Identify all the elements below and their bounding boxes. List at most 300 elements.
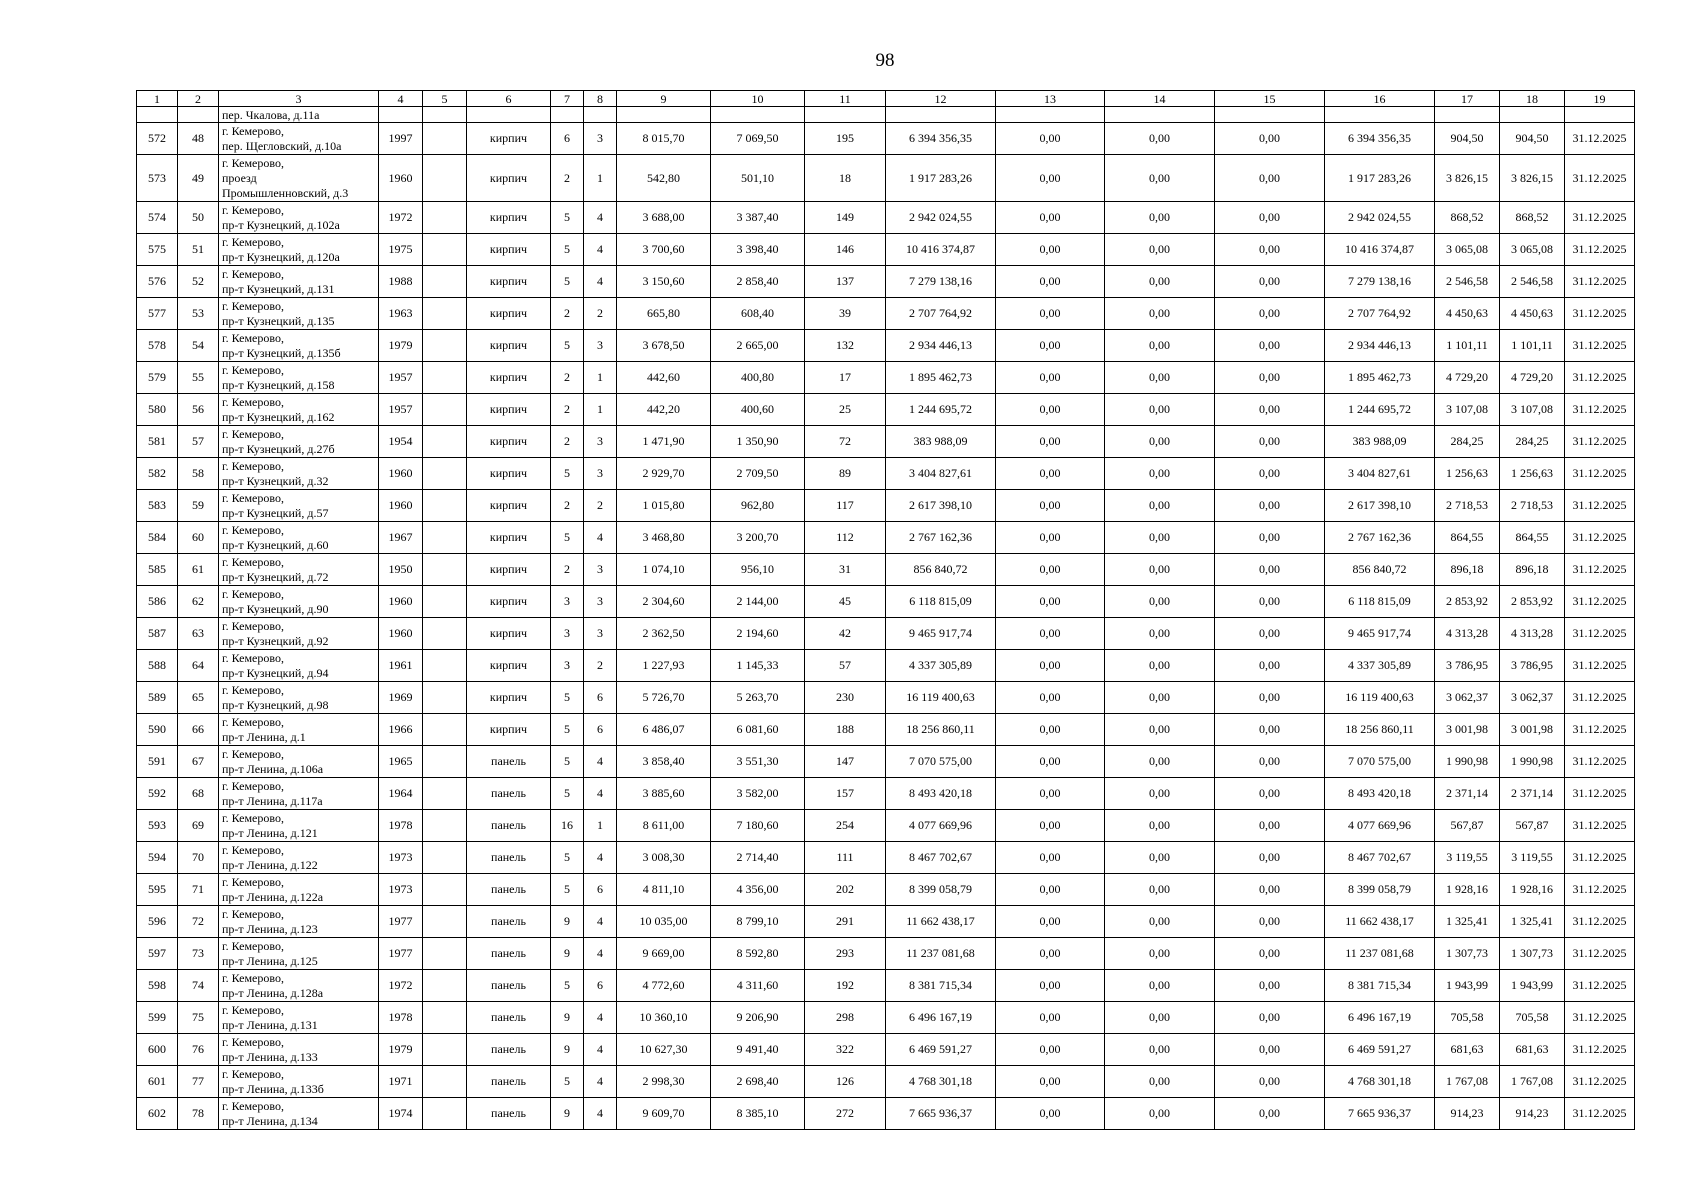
cell-col16: 8 381 715,34 <box>1325 970 1435 1002</box>
address-line: г. Кемерово, <box>222 778 284 793</box>
address-line: г. Кемерово, <box>222 746 284 761</box>
cell-col16: 4 768 301,18 <box>1325 1066 1435 1098</box>
cell-deadline: 31.12.2025 <box>1565 1034 1635 1066</box>
cell-row-number: 575 <box>137 234 178 266</box>
cell-residential-area: 2 709,50 <box>711 458 805 490</box>
cell-empty <box>584 107 617 123</box>
cell-col16: 16 119 400,63 <box>1325 682 1435 714</box>
cell-col13: 0,00 <box>996 1066 1105 1098</box>
address-line: г. Кемерово, <box>222 682 284 697</box>
cell-col18: 1 101,11 <box>1500 330 1565 362</box>
address-line: пр-т Кузнецкий, д.120а <box>222 249 340 264</box>
cell-empty <box>711 107 805 123</box>
cell-row-number: 601 <box>137 1066 178 1098</box>
cell-total-cost: 4 337 305,89 <box>886 650 996 682</box>
cell-year: 1979 <box>379 1034 423 1066</box>
cell-year: 1950 <box>379 554 423 586</box>
cell-col15: 0,00 <box>1215 938 1325 970</box>
address-line: пр-т Кузнецкий, д.72 <box>222 569 329 584</box>
cell-col17: 904,50 <box>1435 123 1500 155</box>
cell-col18: 4 729,20 <box>1500 362 1565 394</box>
table-row <box>137 938 1635 970</box>
cell-total-area: 10 360,10 <box>617 1002 711 1034</box>
cell-empty <box>1565 107 1635 123</box>
table-row <box>137 394 1635 426</box>
cell-year: 1977 <box>379 938 423 970</box>
cell-total-cost: 9 465 917,74 <box>886 618 996 650</box>
column-header: 4 <box>379 91 423 107</box>
cell-total-cost: 6 496 167,19 <box>886 1002 996 1034</box>
cell-residents: 202 <box>805 874 886 906</box>
cell-empty <box>1435 107 1500 123</box>
cell-material: кирпич <box>467 682 551 714</box>
cell-col5 <box>423 746 467 778</box>
cell-col14: 0,00 <box>1105 522 1215 554</box>
cell-residents: 72 <box>805 426 886 458</box>
address-line: пр-т Кузнецкий, д.135б <box>222 345 341 360</box>
cell-deadline: 31.12.2025 <box>1565 458 1635 490</box>
cell-col18: 2 853,92 <box>1500 586 1565 618</box>
address-line: проезд <box>222 170 257 185</box>
cell-year: 1963 <box>379 298 423 330</box>
cell-residents: 126 <box>805 1066 886 1098</box>
table-row <box>137 362 1635 394</box>
cell-deadline: 31.12.2025 <box>1565 298 1635 330</box>
cell-total-cost: 4 077 669,96 <box>886 810 996 842</box>
cell-empty <box>886 107 996 123</box>
address-line: пр-т Кузнецкий, д.32 <box>222 473 329 488</box>
cell-total-area: 10 627,30 <box>617 1034 711 1066</box>
cell-address <box>219 1098 379 1130</box>
cell-col18: 864,55 <box>1500 522 1565 554</box>
cell-year: 1979 <box>379 330 423 362</box>
cell-entrances: 4 <box>584 234 617 266</box>
cell-total-area: 4 811,10 <box>617 874 711 906</box>
cell-entrances: 4 <box>584 266 617 298</box>
cell-material: панель <box>467 746 551 778</box>
address-line: Промышленновский, д.3 <box>222 185 349 200</box>
cell-floors: 5 <box>551 1066 584 1098</box>
cell-floors: 9 <box>551 1034 584 1066</box>
cell-col13: 0,00 <box>996 155 1105 202</box>
cell-residents: 39 <box>805 298 886 330</box>
address-line: г. Кемерово, <box>222 394 284 409</box>
cell-entrances: 4 <box>584 1002 617 1034</box>
cell-col15: 0,00 <box>1215 618 1325 650</box>
cell-empty <box>617 107 711 123</box>
column-header: 3 <box>219 91 379 107</box>
cell-residential-area: 9 206,90 <box>711 1002 805 1034</box>
cell-residential-area: 3 398,40 <box>711 234 805 266</box>
column-header: 2 <box>178 91 219 107</box>
cell-year: 1960 <box>379 155 423 202</box>
cell-deadline: 31.12.2025 <box>1565 874 1635 906</box>
cell-empty <box>805 107 886 123</box>
cell-total-cost: 4 768 301,18 <box>886 1066 996 1098</box>
column-header: 14 <box>1105 91 1215 107</box>
cell-entrances: 2 <box>584 650 617 682</box>
cell-empty <box>379 107 423 123</box>
cell-total-cost: 2 707 764,92 <box>886 298 996 330</box>
cell-col5 <box>423 298 467 330</box>
cell-total-cost: 16 119 400,63 <box>886 682 996 714</box>
cell-col13: 0,00 <box>996 618 1105 650</box>
cell-col13: 0,00 <box>996 266 1105 298</box>
cell-col5 <box>423 1066 467 1098</box>
cell-address <box>219 842 379 874</box>
cell-col18: 567,87 <box>1500 810 1565 842</box>
cell-total-cost: 6 394 356,35 <box>886 123 996 155</box>
cell-residential-area: 8 799,10 <box>711 906 805 938</box>
cell-empty <box>1105 107 1215 123</box>
cell-col13: 0,00 <box>996 1098 1105 1130</box>
cell-col18: 3 826,15 <box>1500 155 1565 202</box>
address-line: г. Кемерово, <box>222 874 284 889</box>
column-header: 17 <box>1435 91 1500 107</box>
cell-col17: 3 107,08 <box>1435 394 1500 426</box>
cell-row-number: 584 <box>137 522 178 554</box>
cell-col15: 0,00 <box>1215 426 1325 458</box>
cell-address <box>219 682 379 714</box>
cell-col14: 0,00 <box>1105 394 1215 426</box>
cell-col15: 0,00 <box>1215 554 1325 586</box>
cell-col17: 4 450,63 <box>1435 298 1500 330</box>
cell-col5 <box>423 362 467 394</box>
cell-floors: 2 <box>551 155 584 202</box>
address-line: пр-т Кузнецкий, д.27б <box>222 441 335 456</box>
cell-year: 1975 <box>379 234 423 266</box>
address-line: пр-т Ленина, д.131 <box>222 1017 318 1032</box>
cell-col15: 0,00 <box>1215 490 1325 522</box>
cell-total-area: 2 362,50 <box>617 618 711 650</box>
cell-entrances: 3 <box>584 426 617 458</box>
cell-index: 77 <box>178 1066 219 1098</box>
cell-col13: 0,00 <box>996 682 1105 714</box>
cell-material: панель <box>467 970 551 1002</box>
column-header: 9 <box>617 91 711 107</box>
cell-col16: 6 496 167,19 <box>1325 1002 1435 1034</box>
cell-index: 63 <box>178 618 219 650</box>
cell-col17: 1 990,98 <box>1435 746 1500 778</box>
cell-floors: 16 <box>551 810 584 842</box>
cell-col15: 0,00 <box>1215 778 1325 810</box>
cell-index: 68 <box>178 778 219 810</box>
address-line: г. Кемерово, <box>222 123 284 138</box>
cell-material: панель <box>467 778 551 810</box>
cell-entrances: 3 <box>584 586 617 618</box>
cell-index: 73 <box>178 938 219 970</box>
cell-total-cost: 8 399 058,79 <box>886 874 996 906</box>
cell-year: 1977 <box>379 906 423 938</box>
cell-total-cost: 6 118 815,09 <box>886 586 996 618</box>
cell-col17: 3 001,98 <box>1435 714 1500 746</box>
cell-row-number: 593 <box>137 810 178 842</box>
cell-address <box>219 650 379 682</box>
address-line: пр-т Кузнецкий, д.90 <box>222 601 329 616</box>
address-line: пр-т Ленина, д.1 <box>222 729 306 744</box>
cell-residential-area: 8 385,10 <box>711 1098 805 1130</box>
cell-col13: 0,00 <box>996 778 1105 810</box>
cell-col18: 705,58 <box>1500 1002 1565 1034</box>
cell-entrances: 6 <box>584 682 617 714</box>
cell-material: кирпич <box>467 394 551 426</box>
cell-residents: 254 <box>805 810 886 842</box>
cell-col16: 8 493 420,18 <box>1325 778 1435 810</box>
cell-floors: 3 <box>551 586 584 618</box>
cell-row-number: 597 <box>137 938 178 970</box>
cell-year: 1954 <box>379 426 423 458</box>
cell-col14: 0,00 <box>1105 746 1215 778</box>
column-header: 10 <box>711 91 805 107</box>
cell-col16: 8 399 058,79 <box>1325 874 1435 906</box>
cell-col13: 0,00 <box>996 938 1105 970</box>
cell-total-area: 1 074,10 <box>617 554 711 586</box>
cell-col17: 1 256,63 <box>1435 458 1500 490</box>
cell-col18: 896,18 <box>1500 554 1565 586</box>
cell-address <box>219 874 379 906</box>
address-line: г. Кемерово, <box>222 810 284 825</box>
cell-col13: 0,00 <box>996 714 1105 746</box>
cell-index: 75 <box>178 1002 219 1034</box>
cell-index: 62 <box>178 586 219 618</box>
cell-col15: 0,00 <box>1215 810 1325 842</box>
cell-residents: 192 <box>805 970 886 1002</box>
cell-deadline: 31.12.2025 <box>1565 522 1635 554</box>
cell-floors: 9 <box>551 1098 584 1130</box>
cell-col14: 0,00 <box>1105 202 1215 234</box>
cell-address <box>219 362 379 394</box>
cell-row-number: 598 <box>137 970 178 1002</box>
cell-col18: 2 718,53 <box>1500 490 1565 522</box>
cell-address <box>219 1002 379 1034</box>
cell-floors: 5 <box>551 970 584 1002</box>
cell-col13: 0,00 <box>996 123 1105 155</box>
cell-address <box>219 714 379 746</box>
cell-col5 <box>423 155 467 202</box>
cell-address <box>219 394 379 426</box>
cell-empty <box>551 107 584 123</box>
table-row <box>137 234 1635 266</box>
cell-material: панель <box>467 810 551 842</box>
address-line: г. Кемерово, <box>222 938 284 953</box>
cell-empty <box>1500 107 1565 123</box>
cell-col15: 0,00 <box>1215 714 1325 746</box>
cell-year: 1978 <box>379 1002 423 1034</box>
cell-col15: 0,00 <box>1215 330 1325 362</box>
cell-address <box>219 522 379 554</box>
cell-total-area: 542,80 <box>617 155 711 202</box>
cell-col16: 7 279 138,16 <box>1325 266 1435 298</box>
address-line: пр-т Ленина, д.133б <box>222 1081 324 1096</box>
cell-address <box>219 906 379 938</box>
cell-residential-area: 2 698,40 <box>711 1066 805 1098</box>
cell-col18: 1 256,63 <box>1500 458 1565 490</box>
cell-col13: 0,00 <box>996 1002 1105 1034</box>
housing-register-table <box>136 90 1635 1130</box>
cell-index: 65 <box>178 682 219 714</box>
cell-address <box>219 938 379 970</box>
cell-floors: 3 <box>551 618 584 650</box>
cell-total-area: 9 609,70 <box>617 1098 711 1130</box>
cell-material: панель <box>467 1002 551 1034</box>
cell-total-area: 2 998,30 <box>617 1066 711 1098</box>
address-line: г. Кемерово, <box>222 155 284 170</box>
cell-col13: 0,00 <box>996 298 1105 330</box>
cell-col13: 0,00 <box>996 746 1105 778</box>
cell-total-area: 3 688,00 <box>617 202 711 234</box>
column-header: 15 <box>1215 91 1325 107</box>
cell-total-cost: 8 381 715,34 <box>886 970 996 1002</box>
cell-address <box>219 970 379 1002</box>
cell-row-number: 599 <box>137 1002 178 1034</box>
cell-floors: 5 <box>551 266 584 298</box>
cell-deadline: 31.12.2025 <box>1565 266 1635 298</box>
cell-row-number: 585 <box>137 554 178 586</box>
cell-residents: 137 <box>805 266 886 298</box>
cell-floors: 2 <box>551 554 584 586</box>
cell-residents: 230 <box>805 682 886 714</box>
cell-entrances: 4 <box>584 778 617 810</box>
cell-floors: 9 <box>551 1002 584 1034</box>
cell-address <box>219 746 379 778</box>
cell-col14: 0,00 <box>1105 650 1215 682</box>
cell-row-number: 586 <box>137 586 178 618</box>
cell-total-cost: 3 404 827,61 <box>886 458 996 490</box>
cell-residents: 42 <box>805 618 886 650</box>
table-row <box>137 458 1635 490</box>
cell-col15: 0,00 <box>1215 970 1325 1002</box>
cell-residents: 322 <box>805 1034 886 1066</box>
cell-col14: 0,00 <box>1105 970 1215 1002</box>
cell-total-area: 3 008,30 <box>617 842 711 874</box>
cell-material: панель <box>467 938 551 970</box>
address-line: пр-т Кузнецкий, д.98 <box>222 697 329 712</box>
cell-total-cost: 1 244 695,72 <box>886 394 996 426</box>
cell-floors: 5 <box>551 746 584 778</box>
cell-address <box>219 426 379 458</box>
cell-address <box>219 234 379 266</box>
cell-total-area: 10 035,00 <box>617 906 711 938</box>
cell-residents: 147 <box>805 746 886 778</box>
table-row <box>137 970 1635 1002</box>
cell-entrances: 6 <box>584 874 617 906</box>
address-line: г. Кемерово, <box>222 298 284 313</box>
cell-col18: 2 371,14 <box>1500 778 1565 810</box>
address-line: г. Кемерово, <box>222 266 284 281</box>
cell-residential-area: 400,80 <box>711 362 805 394</box>
cell-year: 1972 <box>379 202 423 234</box>
cell-deadline: 31.12.2025 <box>1565 938 1635 970</box>
address-line: г. Кемерово, <box>222 490 284 505</box>
cell-floors: 9 <box>551 938 584 970</box>
table-row <box>137 426 1635 458</box>
table-row <box>137 714 1635 746</box>
cell-address <box>219 586 379 618</box>
cell-row-number: 581 <box>137 426 178 458</box>
cell-residential-area: 5 263,70 <box>711 682 805 714</box>
table-row <box>137 906 1635 938</box>
cell-total-cost: 2 617 398,10 <box>886 490 996 522</box>
cell-col14: 0,00 <box>1105 362 1215 394</box>
cell-col5 <box>423 458 467 490</box>
address-line: пр-т Ленина, д.125 <box>222 953 318 968</box>
cell-col14: 0,00 <box>1105 298 1215 330</box>
cell-total-area: 8 015,70 <box>617 123 711 155</box>
cell-residential-area: 956,10 <box>711 554 805 586</box>
cell-deadline: 31.12.2025 <box>1565 202 1635 234</box>
cell-address <box>219 490 379 522</box>
cell-year: 1974 <box>379 1098 423 1130</box>
cell-total-area: 3 678,50 <box>617 330 711 362</box>
address-line: г. Кемерово, <box>222 458 284 473</box>
cell-empty <box>467 107 551 123</box>
cell-total-area: 442,20 <box>617 394 711 426</box>
cell-col18: 3 065,08 <box>1500 234 1565 266</box>
cell-total-cost: 383 988,09 <box>886 426 996 458</box>
cell-col14: 0,00 <box>1105 714 1215 746</box>
cell-entrances: 4 <box>584 202 617 234</box>
column-header: 5 <box>423 91 467 107</box>
cell-residential-area: 3 582,00 <box>711 778 805 810</box>
cell-index: 69 <box>178 810 219 842</box>
cell-residents: 157 <box>805 778 886 810</box>
cell-index: 76 <box>178 1034 219 1066</box>
cell-entrances: 4 <box>584 1034 617 1066</box>
cell-total-cost: 856 840,72 <box>886 554 996 586</box>
cell-floors: 5 <box>551 874 584 906</box>
cell-col17: 4 313,28 <box>1435 618 1500 650</box>
cell-deadline: 31.12.2025 <box>1565 778 1635 810</box>
cell-deadline: 31.12.2025 <box>1565 650 1635 682</box>
cell-col15: 0,00 <box>1215 123 1325 155</box>
cell-col14: 0,00 <box>1105 1098 1215 1130</box>
cell-row-number: 577 <box>137 298 178 330</box>
cell-floors: 2 <box>551 394 584 426</box>
cell-residents: 293 <box>805 938 886 970</box>
cell-total-area: 3 150,60 <box>617 266 711 298</box>
cell-col16: 2 707 764,92 <box>1325 298 1435 330</box>
cell-floors: 5 <box>551 458 584 490</box>
cell-col14: 0,00 <box>1105 778 1215 810</box>
cell-col14: 0,00 <box>1105 266 1215 298</box>
cell-col18: 868,52 <box>1500 202 1565 234</box>
cell-col15: 0,00 <box>1215 1066 1325 1098</box>
cell-entrances: 6 <box>584 714 617 746</box>
table-row <box>137 1002 1635 1034</box>
cell-residents: 112 <box>805 522 886 554</box>
cell-residential-area: 3 551,30 <box>711 746 805 778</box>
cell-row-number: 583 <box>137 490 178 522</box>
cell-deadline: 31.12.2025 <box>1565 394 1635 426</box>
cell-residents: 45 <box>805 586 886 618</box>
address-line: пр-т Кузнецкий, д.131 <box>222 281 335 296</box>
cell-total-area: 4 772,60 <box>617 970 711 1002</box>
cell-col13: 0,00 <box>996 490 1105 522</box>
cell-year: 1967 <box>379 522 423 554</box>
column-header: 8 <box>584 91 617 107</box>
cell-col15: 0,00 <box>1215 234 1325 266</box>
cell-floors: 5 <box>551 522 584 554</box>
cell-deadline: 31.12.2025 <box>1565 123 1635 155</box>
cell-deadline: 31.12.2025 <box>1565 1098 1635 1130</box>
cell-index: 56 <box>178 394 219 426</box>
cell-col13: 0,00 <box>996 906 1105 938</box>
cell-material: кирпич <box>467 458 551 490</box>
cell-deadline: 31.12.2025 <box>1565 362 1635 394</box>
cell-col16: 2 942 024,55 <box>1325 202 1435 234</box>
cell-address <box>219 155 379 202</box>
cell-col14: 0,00 <box>1105 123 1215 155</box>
